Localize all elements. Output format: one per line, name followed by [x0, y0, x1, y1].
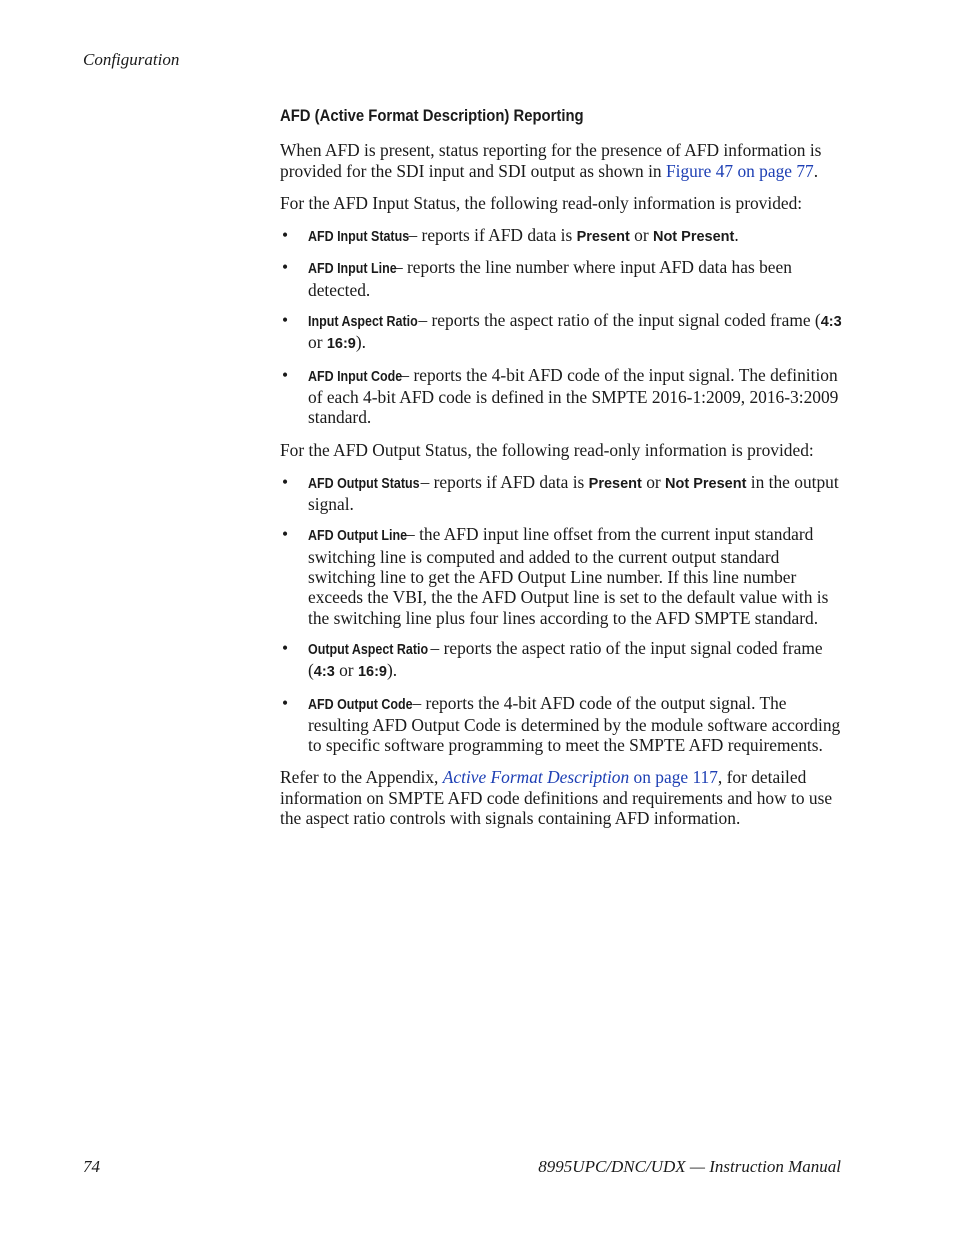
- input-status-list: [280, 225, 845, 427]
- list-item: • AFD Output Status – reports if AFD data is Present or Not Present in the output signal.: [280, 472, 845, 515]
- term-input-aspect-ratio: Input Aspect Ratio: [308, 314, 418, 331]
- running-header: Configuration: [83, 50, 180, 69]
- closing-paragraph: Refer to the Appendix, Active Format Description on page 117, for detailed information on SMPTE AFD code definitions and requirements and how to use the aspect ratio controls with signals containing AFD information.: [280, 767, 833, 829]
- manual-title: 8995UPC/DNC/UDX — Instruction Manual: [538, 1157, 841, 1176]
- term-afd-output-code: AFD Output Code: [308, 696, 413, 713]
- term-afd-output-status: AFD Output Status: [308, 475, 420, 492]
- page-number: 74: [83, 1157, 100, 1176]
- keyword-not-present: Not Present: [652, 229, 735, 246]
- figure-47-link[interactable]: Figure 47 on page 77: [665, 160, 814, 181]
- intro-paragraph: [280, 140, 845, 181]
- active-format-description-link[interactable]: Active Format Description: [442, 767, 630, 788]
- keyword-present: Present: [576, 229, 630, 246]
- page-content: [280, 106, 845, 840]
- term-afd-input-status: AFD Input Status: [308, 229, 410, 246]
- intro-end: .: [813, 160, 819, 181]
- page-117-link[interactable]: on page 117: [629, 767, 718, 788]
- list-item: • AFD Input Code – reports the 4-bit AFD code of the input signal. The definition of each 4-bit AFD code is defined in the SMPTE 2016-1:2009, 2016-3:2009 standard.: [280, 365, 845, 428]
- keyword-16-9: 16:9: [326, 336, 356, 353]
- list-item: • AFD Output Code – reports the 4-bit AFD code of the output signal. The resulting AFD Output Code is determined by the module software according to specific software programming to meet the SMPTE AFD requirements.: [280, 693, 845, 756]
- term-afd-input-code: AFD Input Code: [308, 368, 403, 385]
- keyword-16-9: 16:9: [357, 664, 387, 681]
- keyword-4-3: 4:3: [313, 664, 335, 681]
- keyword-4-3: 4:3: [820, 314, 842, 331]
- list-item: • AFD Input Line – reports the line number where input AFD data has been detected.: [280, 257, 845, 300]
- section-heading: AFD (Active Format Description) Reporting: [280, 107, 584, 125]
- list-item: • Output Aspect Ratio – reports the aspect ratio of the input signal coded frame (4:3 or 16:9).: [280, 638, 845, 683]
- term-afd-input-line: AFD Input Line: [308, 261, 397, 278]
- output-status-list: [280, 472, 845, 756]
- output-status-lead: For the AFD Output Status, the following read-only information is provided:: [280, 439, 814, 460]
- list-item: • Input Aspect Ratio – reports the aspect ratio of the input signal coded frame (4:3 or 16:9).: [280, 310, 845, 355]
- input-status-lead: For the AFD Input Status, the following read-only information is provided:: [280, 192, 803, 213]
- keyword-present: Present: [588, 475, 642, 492]
- intro-text: When AFD is present, status reporting for the presence of AFD information is provided for the SDI input and SDI output as shown in: [280, 140, 822, 181]
- term-afd-output-line: AFD Output Line: [308, 528, 408, 545]
- list-item: • AFD Input Status – reports if AFD data is Present or Not Present.: [280, 225, 845, 247]
- list-item: • AFD Output Line – the AFD input line offset from the current input standard switching line is computed and added to the current output standard switching line to get the AFD Output Line number. If this line number exceeds the VBI, the the AFD Output line is set to the default value with is the switching line plus four lines according to the AFD SMPTE standard.: [280, 524, 845, 627]
- keyword-not-present: Not Present: [665, 475, 747, 492]
- term-output-aspect-ratio: Output Aspect Ratio: [308, 641, 429, 658]
